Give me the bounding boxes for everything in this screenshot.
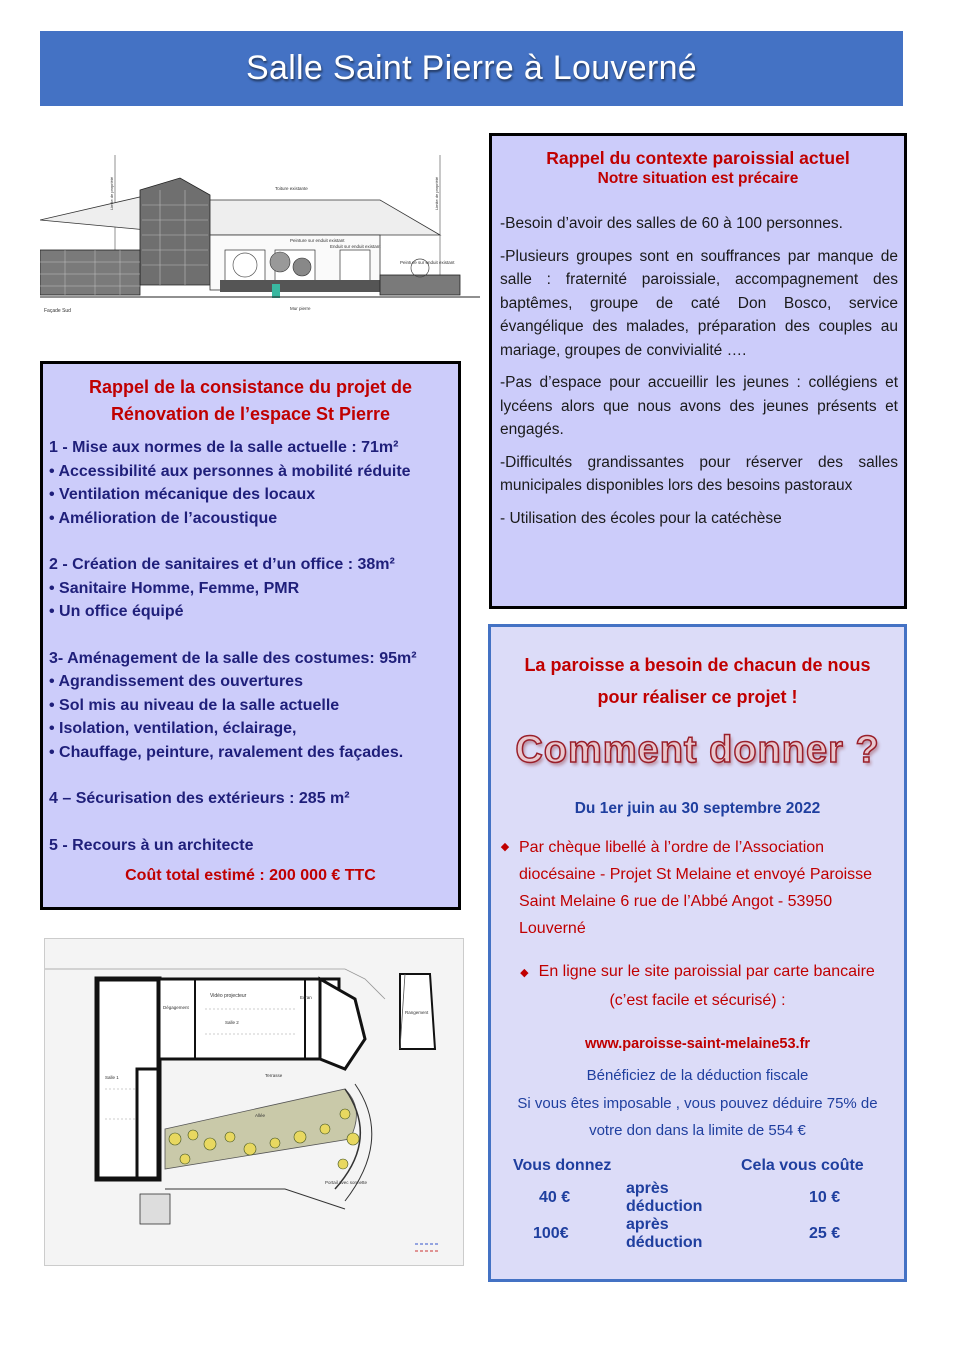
online-text: (c’est facile et sécurisé) :	[609, 992, 786, 1009]
parish-website-link[interactable]: www.paroisse-saint-melaine53.fr	[584, 1036, 811, 1052]
donation-table-row	[513, 1180, 864, 1216]
project-item: 4 – Sécurisation des extérieurs : 285 m²	[49, 790, 350, 807]
plan-label: Allée	[255, 1113, 266, 1118]
appeal-line: La paroisse a besoin de chacun de nous	[524, 655, 871, 675]
project-item: • Sol mis au niveau de la salle actuelle	[49, 696, 340, 714]
context-paragraph: -Plusieurs groupes sont en souffrances par manque de salle : fraternité paroissiale, accompagnement des baptêmes, groupe de caté Don Bosco, service évangélique des malades, préparation des couples au mariage, groupes de convivialité ….	[500, 247, 898, 359]
plan-label: Terrasse	[265, 1073, 283, 1078]
header-give: Vous donnez	[513, 1157, 612, 1174]
project-title-line: Rappel de la consistance du projet de	[88, 377, 413, 397]
page-title: Salle Saint Pierre à Louverné	[246, 49, 697, 87]
context-box	[489, 133, 907, 609]
tax-info	[491, 1062, 904, 1145]
project-item: • Amélioration de l’acoustique	[49, 509, 278, 527]
plan-label: Portail avec sonnette	[325, 1180, 368, 1185]
floor-plan-drawing	[44, 938, 464, 1266]
cost-amount: 25 €	[809, 1224, 841, 1242]
facade-drawing	[40, 150, 480, 326]
facade-label: Toiture existante	[275, 186, 308, 191]
floor-plan-svg	[45, 939, 463, 1265]
tax-line: Si vous êtes imposable , vous pouvez déduire 75% de	[517, 1094, 878, 1112]
context-paragraph: - Utilisation des écoles pour la catéchèse	[500, 509, 782, 527]
plan-label: Vidéo projecteur	[210, 993, 247, 999]
online-option	[491, 958, 904, 1014]
facade-label: Peinture sur enduit existant	[290, 238, 345, 243]
plan-label: Rangement	[405, 1010, 429, 1015]
donation-table	[513, 1153, 864, 1252]
cheque-option	[491, 834, 904, 942]
plan-label: Salle 2	[225, 1020, 239, 1025]
project-title	[43, 374, 458, 428]
cheque-text: Par chèque libellé à l’ordre de l’Association diocésaine - Projet St Melaine et envoyé Paroisse Saint Melaine 6 rue de l’Abbé Angot - 53950 Louverné	[519, 839, 873, 937]
project-item: 5 - Recours à un architecte	[49, 836, 254, 854]
context-paragraph: -Besoin d’avoir des salles de 60 à 100 personnes.	[500, 215, 843, 232]
facade-label: Limite de propriété	[109, 176, 114, 210]
facade-label: Enduit sur enduit existant	[330, 244, 381, 249]
project-item: 2 - Création de sanitaires et d’un office : 38m²	[49, 556, 395, 573]
diamond-bullet-icon: ◆	[500, 841, 510, 853]
context-paragraph: -Pas d’espace pour accueillir les jeunes : collégiens et lycéens alors que nous avons des jeunes présents et engagés.	[500, 374, 898, 438]
appeal-text	[491, 649, 904, 713]
how-to-give-title: Comment donner ?	[515, 729, 880, 771]
project-item: • Ventilation mécanique des locaux	[49, 486, 316, 503]
project-item: • Un office équipé	[49, 603, 184, 620]
campaign-dates: Du 1er juin au 30 septembre 2022	[574, 800, 821, 817]
give-amount: 100€	[533, 1224, 569, 1242]
cost-amount: 10 €	[809, 1188, 841, 1206]
facade-label: Façade Sud	[44, 308, 71, 314]
context-paragraph: -Difficultés grandissantes pour réserver des salles municipales disponibles lors des besoins pastoraux	[500, 453, 898, 494]
project-box	[40, 361, 461, 910]
after-deduction-label: après déduction	[626, 1215, 703, 1251]
facade-label: Peinture sur enduit existant	[400, 260, 455, 265]
appeal-line: pour réaliser ce projet !	[597, 687, 798, 707]
online-text: En ligne sur le site paroissial par carte bancaire	[538, 963, 875, 980]
project-list	[43, 436, 458, 857]
donation-table-header	[513, 1153, 864, 1180]
context-subtitle: Notre situation est précaire	[597, 170, 799, 187]
header-cost: Cela vous coûte	[741, 1157, 864, 1174]
facade-elevation-svg	[40, 150, 480, 326]
donation-table-row	[513, 1216, 864, 1252]
donate-box	[488, 624, 907, 1282]
project-item: • Accessibilité aux personnes à mobilité réduite	[49, 462, 411, 480]
project-cost: Coût total estimé : 200 000 € TTC	[125, 867, 376, 884]
give-amount: 40 €	[539, 1188, 571, 1206]
project-title-line: Rénovation de l’espace St Pierre	[110, 404, 391, 424]
context-title: Rappel du contexte paroissial actuel	[546, 148, 850, 168]
facade-label: Mur pierre	[290, 306, 311, 311]
project-item: • Sanitaire Homme, Femme, PMR	[49, 579, 300, 597]
plan-label: Dégagement	[163, 1005, 189, 1010]
facade-label: Limite de propriété	[434, 176, 439, 210]
plan-label: Ecran	[300, 995, 312, 1000]
project-item: • Isolation, ventilation, éclairage,	[49, 720, 297, 737]
plan-label: Salle 1	[105, 1075, 119, 1080]
page-header	[40, 31, 903, 106]
after-deduction-label: après déduction	[626, 1179, 703, 1215]
tax-line: votre don dans la limite de 554 €	[589, 1122, 806, 1139]
project-item: 1 - Mise aux normes de la salle actuelle : 71m²	[49, 439, 399, 456]
project-item: • Chauffage, peinture, ravalement des façades.	[49, 743, 404, 761]
diamond-bullet-icon: ◆	[520, 967, 529, 979]
tax-line: Bénéficiez de la déduction fiscale	[586, 1067, 809, 1084]
project-item: 3- Aménagement de la salle des costumes: 95m²	[49, 649, 417, 667]
project-item: • Agrandissement des ouvertures	[49, 673, 303, 690]
